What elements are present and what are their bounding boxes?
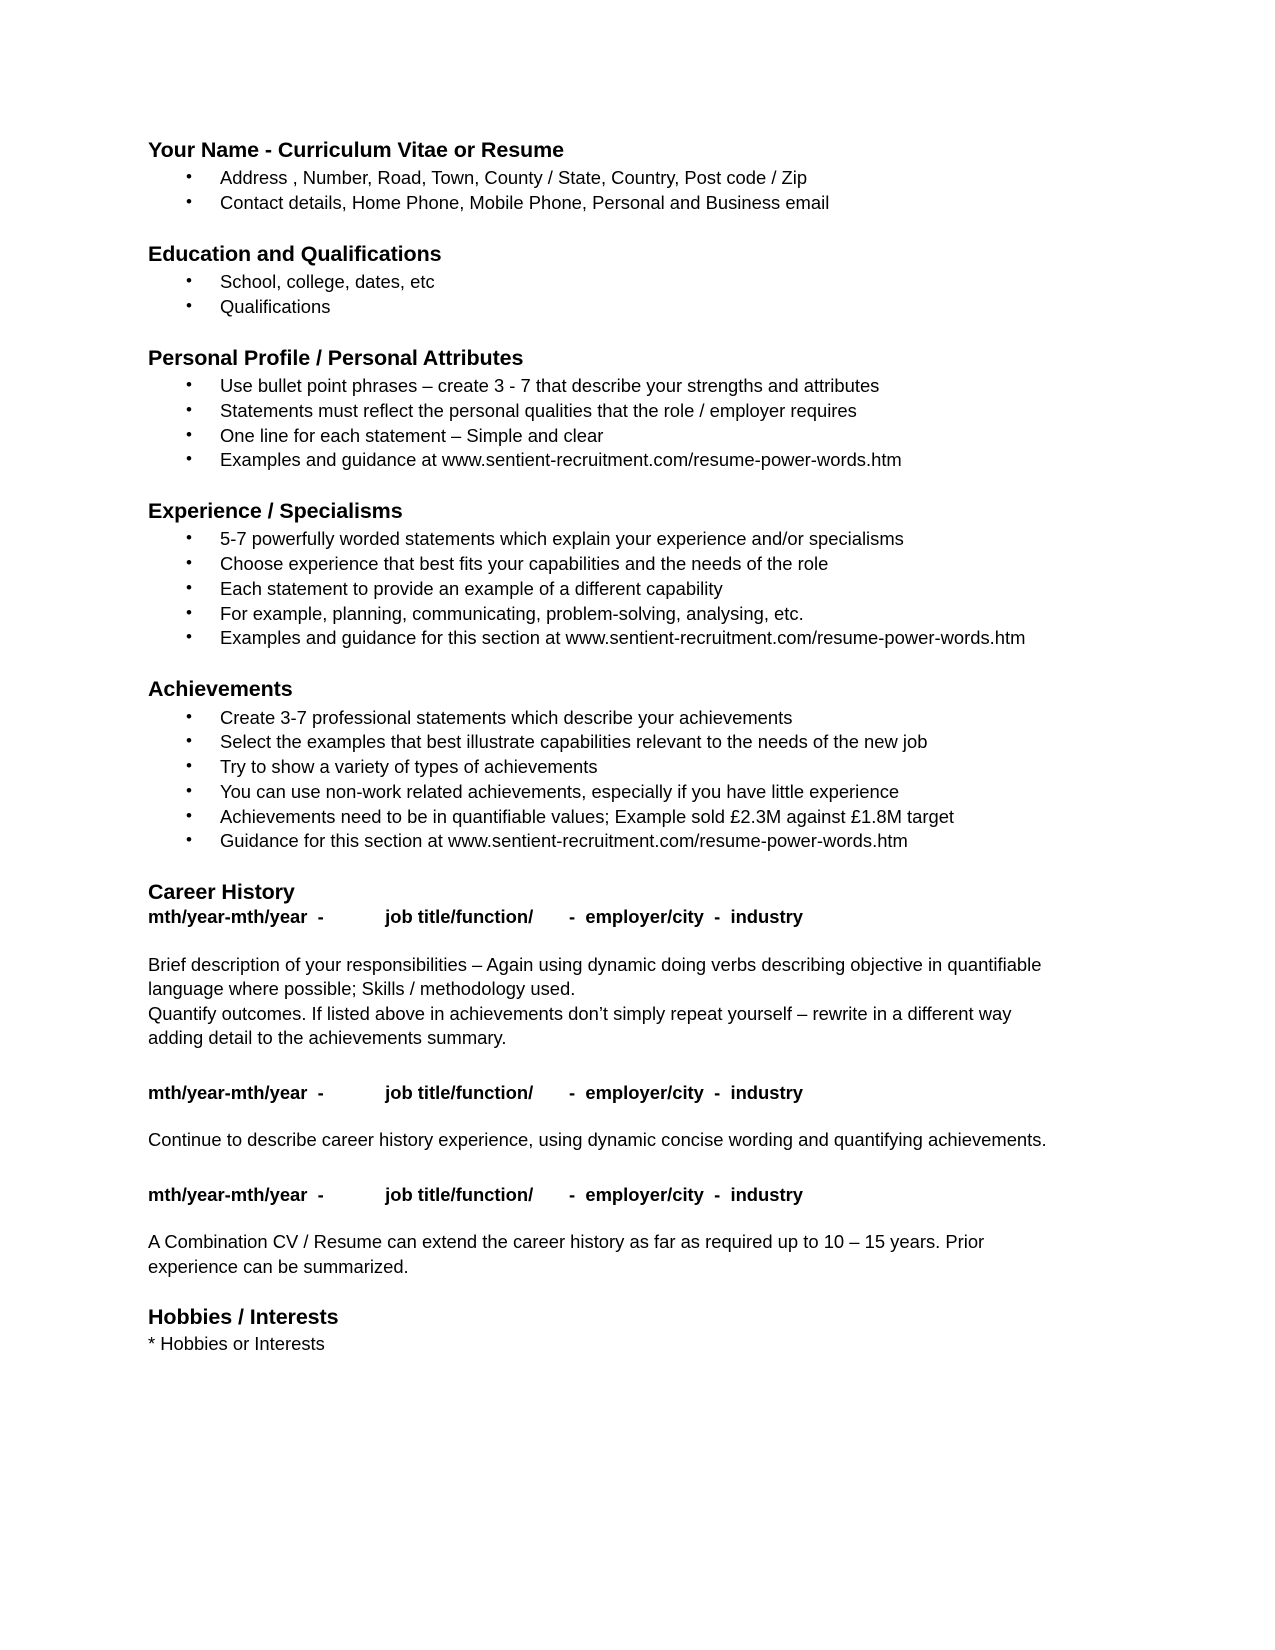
section-heading-achievements: Achievements xyxy=(148,677,293,702)
list-item: • Address , Number, Road, Town, County / State, Country, Post code / Zip xyxy=(148,166,1048,191)
resume-body xyxy=(148,138,1048,1356)
achievements-bullet-list xyxy=(148,706,1048,855)
career-entry-3-job-line: mth/year-mth/year - job title/function/ - employer/city - industry xyxy=(148,1183,804,1205)
list-item: • For example, planning, communicating, problem-solving, analysing, etc. xyxy=(148,602,1048,627)
list-item: • Examples and guidance for this section at www.sentient-recruitment.com/resume-power-words.htm xyxy=(148,626,1048,651)
career-entry-1-job-line: mth/year-mth/year - job title/function/ - employer/city - industry xyxy=(148,906,804,928)
list-item: • Try to show a variety of types of achievements xyxy=(148,755,1048,780)
career-entry-1-paragraph-2: Quantify outcomes. If listed above in achievements don’t simply repeat yourself – rewrite in a different way adding detail to the achievements summary. xyxy=(148,1002,1012,1049)
list-item: • One line for each statement – Simple and clear xyxy=(148,424,1048,449)
section-achievements xyxy=(148,677,1048,854)
section-heading-education: Education and Qualifications xyxy=(148,241,442,266)
list-item: • Statements must reflect the personal qualities that the role / employer requires xyxy=(148,399,1048,424)
list-item: • Qualifications xyxy=(148,295,1048,320)
career-entry-3-paragraph-1: A Combination CV / Resume can extend the career history as far as required up to 10 – 15 years. Prior experience can be summarized. xyxy=(148,1231,985,1277)
hobbies-line: * Hobbies or Interests xyxy=(148,1333,325,1355)
list-item: • Use bullet point phrases – create 3 - 7 that describe your strengths and attributes xyxy=(148,374,1048,399)
section-heading-career-history: Career History xyxy=(148,880,295,905)
section-education xyxy=(148,242,1048,320)
experience-bullet-list xyxy=(148,527,1048,651)
list-item: • Choose experience that best fits your capabilities and the needs of the role xyxy=(148,552,1048,577)
section-hobbies xyxy=(148,1305,1048,1356)
list-item: • Create 3-7 professional statements which describe your achievements xyxy=(148,706,1048,731)
list-item: • Select the examples that best illustrate capabilities relevant to the needs of the new job xyxy=(148,730,1048,755)
list-item: • You can use non-work related achievements, especially if you have little experience xyxy=(148,780,1048,805)
section-career-history xyxy=(148,880,1048,1279)
section-heading-personal-profile: Personal Profile / Personal Attributes xyxy=(148,345,524,370)
education-bullet-list xyxy=(148,270,1048,320)
list-item: • Each statement to provide an example of a different capability xyxy=(148,577,1048,602)
page-title: Your Name - Curriculum Vitae or Resume xyxy=(148,138,564,162)
list-item: • Contact details, Home Phone, Mobile Phone, Personal and Business email xyxy=(148,191,1048,216)
career-entry-2-paragraph-1: Continue to describe career history experience, using dynamic concise wording and quantifying achievements. xyxy=(148,1129,1047,1151)
career-entry-1-paragraph-1: Brief description of your responsibilities – Again using dynamic doing verbs describing objective in quantifiable language where possible; Skills / methodology used. xyxy=(148,953,1042,1000)
section-personal-profile xyxy=(148,346,1048,473)
list-item: • School, college, dates, etc xyxy=(148,270,1048,295)
section-experience xyxy=(148,499,1048,651)
personal-profile-bullet-list xyxy=(148,374,1048,473)
header-bullet-list xyxy=(148,166,1048,216)
career-entry-2-job-line: mth/year-mth/year - job title/function/ - employer/city - industry xyxy=(148,1081,804,1103)
list-item: • Guidance for this section at www.sentient-recruitment.com/resume-power-words.htm xyxy=(148,829,1048,854)
section-heading-experience: Experience / Specialisms xyxy=(148,499,403,524)
section-heading-hobbies: Hobbies / Interests xyxy=(148,1305,339,1330)
section-header xyxy=(148,138,1048,216)
list-item: • 5-7 powerfully worded statements which explain your experience and/or specialisms xyxy=(148,527,1048,552)
list-item: • Achievements need to be in quantifiable values; Example sold £2.3M against £1.8M target xyxy=(148,805,1048,830)
list-item: • Examples and guidance at www.sentient-recruitment.com/resume-power-words.htm xyxy=(148,448,1048,473)
